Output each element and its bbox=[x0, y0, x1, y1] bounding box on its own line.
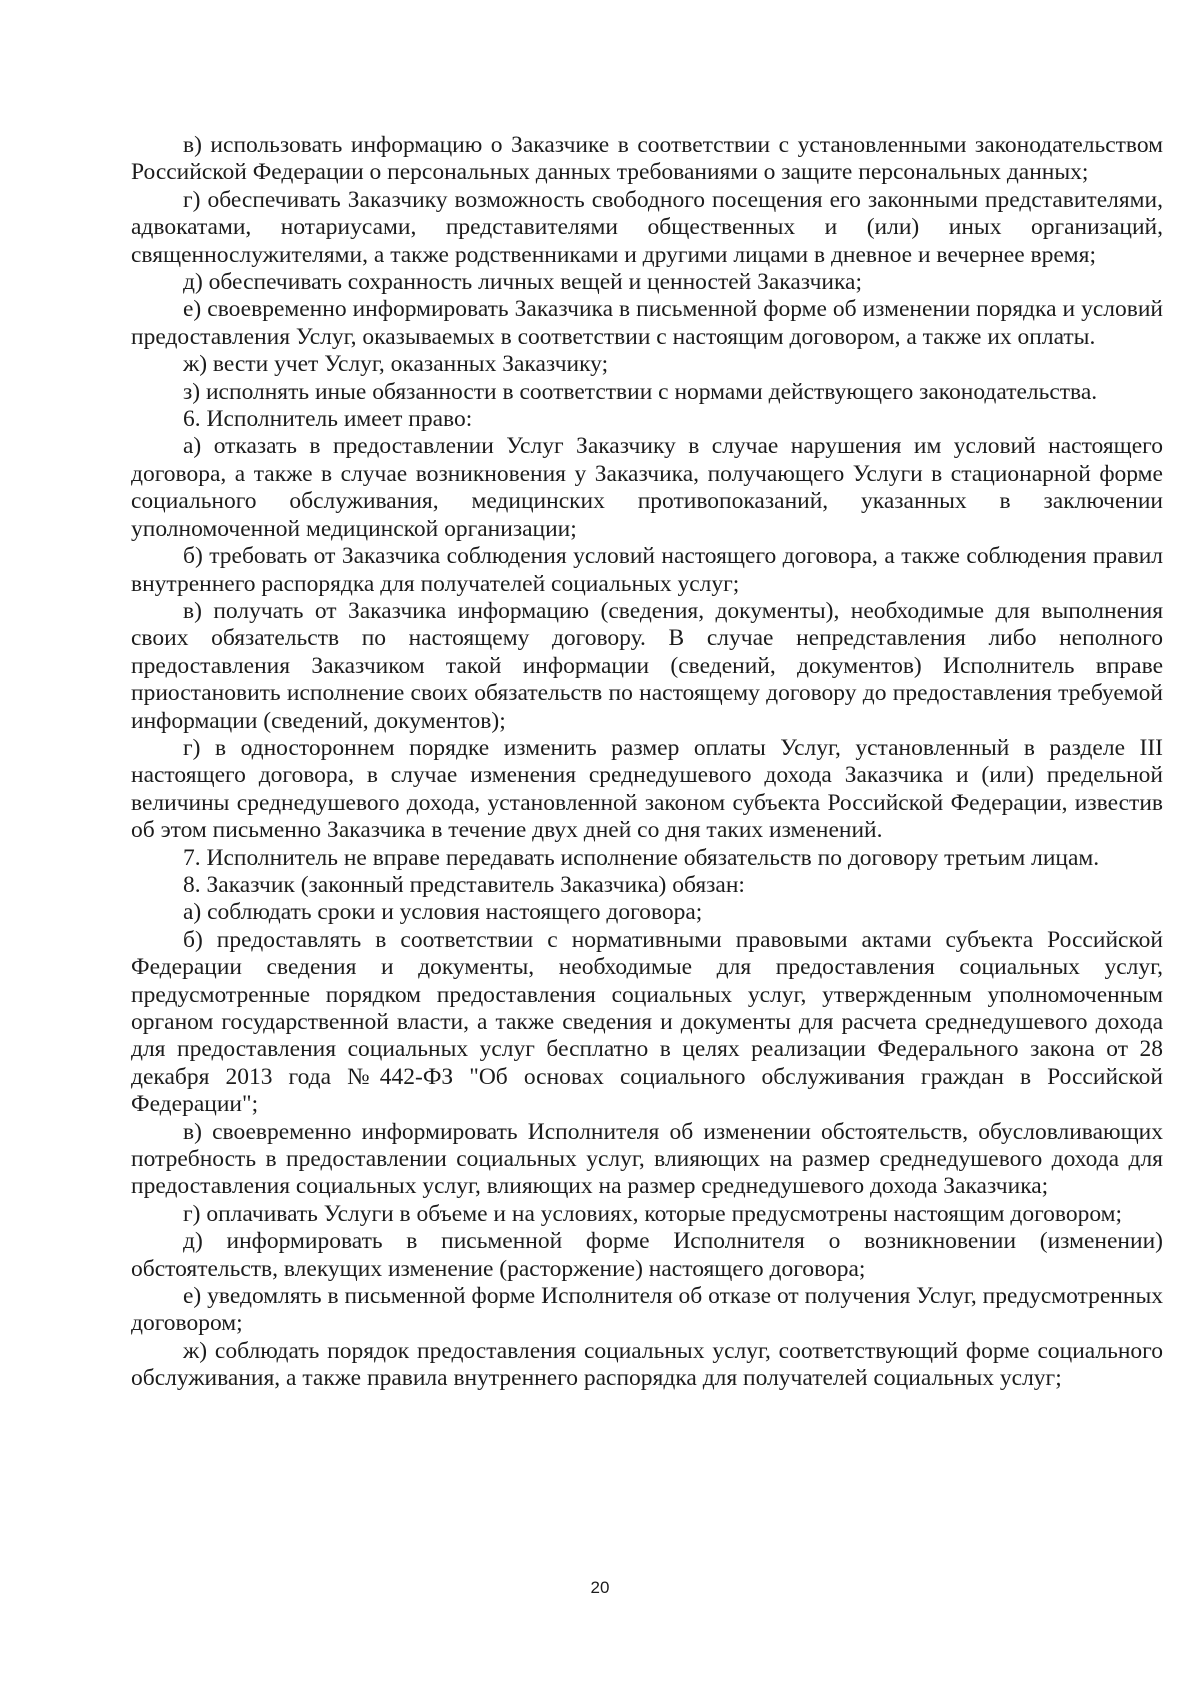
paragraph-8e-refusal: е) уведомлять в письменной форме Исполнителя об отказе от получения Услуг, предусмотренных договором; bbox=[131, 1283, 1163, 1337]
section-6-heading: 6. Исполнитель имеет право: bbox=[183, 406, 473, 433]
page-number: 20 bbox=[590, 1578, 610, 1597]
paragraph-zh-accounting: ж) вести учет Услуг, оказанных Заказчику; bbox=[183, 351, 609, 378]
paragraph-6g-change-payment: г) в одностороннем порядке изменить размер оплаты Услуг, установленный в разделе III настоящего договора, в случае изменения среднедушевого дохода Заказчика и (или) предельной величины среднедушевого дохода, установленной законом субъекта Российской Федерации, известив об этом письменно Заказчика в течение двух дней со дня таких изменений. bbox=[131, 734, 1163, 844]
paragraph-8g-pay: г) оплачивать Услуги в объеме и на условиях, которые предусмотрены настоящим договором; bbox=[183, 1200, 1123, 1227]
paragraph-g-visits: г) обеспечивать Заказчику возможность свободного посещения его законными представителями, адвокатами, нотариусами, представителями общественных и (или) иных организаций, священнослужителями, а также родственниками и другими лицами в дневное и вечернее время; bbox=[131, 186, 1163, 268]
section-8-heading: 8. Заказчик (законный представитель Заказчика) обязан: bbox=[183, 871, 745, 898]
document-body bbox=[131, 132, 1163, 1393]
paragraph-8a-observe: а) соблюдать сроки и условия настоящего договора; bbox=[183, 899, 703, 926]
paragraph-z-other-duties: з) исполнять иные обязанности в соответствии с нормами действующего законодательства. bbox=[183, 378, 1098, 405]
paragraph-6a-refuse: а) отказать в предоставлении Услуг Заказчику в случае нарушения им условий настоящего договора, а также в случае возникновения у Заказчика, получающего Услуги в стационарной форме социального обслуживания, медицинских противопоказаний, указанных в заключении уполномоченной медицинской организации; bbox=[131, 433, 1163, 542]
paragraph-v-personal-data: в) использовать информацию о Заказчике в соответствии с установленными законодательством Российской Федерации о персональных данных требованиями о защите персональных данных; bbox=[131, 132, 1163, 186]
section-7: 7. Исполнитель не вправе передавать исполнение обязательств по договору третьим лицам. bbox=[183, 844, 1100, 871]
paragraph-8b-provide: б) предоставлять в соответствии с нормативными правовыми актами субъекта Российской Федерации сведения и документы, необходимые для предоставления социальных услуг, предусмотренные порядком предоставления социальных услуг, утвержденным уполномоченным органом государственной власти, а также сведения и документы для расчета среднедушевого дохода для предоставления социальных услуг бесплатно в целях реализации Федерального закона от 28 декабря 2013 года №442-ФЗ "Об основах социального обслуживания граждан в Российской Федерации"; bbox=[131, 926, 1163, 1118]
paragraph-8zh-rules: ж) соблюдать порядок предоставления социальных услуг, соответствующий форме социального обслуживания, а также правила внутреннего распорядка для получателей социальных услуг; bbox=[131, 1337, 1163, 1392]
paragraph-8v-inform: в) своевременно информировать Исполнителя об изменении обстоятельств, обусловливающих потребность в предоставлении социальных услуг, влияющих на размер среднедушевого дохода для предоставления социальных услуг, влияющих на размер среднедушевого дохода Заказчика; bbox=[131, 1118, 1163, 1200]
paragraph-8d-notify: д) информировать в письменной форме Исполнителя о возникновении (изменении) обстоятельств, влекущих изменение (расторжение) настоящего договора; bbox=[131, 1228, 1163, 1282]
paragraph-6v-receive-info: в) получать от Заказчика информацию (сведения, документы), необходимые для выполнения своих обязательств по настоящему договору. В случае непредставления либо неполного предоставления Заказчиком такой информации (сведений, документов) Исполнитель вправе приостановить исполнение своих обязательств по настоящему договору до предоставления требуемой информации (сведений, документов); bbox=[131, 597, 1163, 734]
paragraph-6b-require: б) требовать от Заказчика соблюдения условий настоящего договора, а также соблюдения правил внутреннего распорядка для получателей социальных услуг; bbox=[131, 543, 1163, 597]
paragraph-d-belongings: д) обеспечивать сохранность личных вещей и ценностей Заказчика; bbox=[183, 269, 863, 296]
paragraph-e-inform: е) своевременно информировать Заказчика в письменной форме об изменении порядка и условий предоставления Услуг, оказываемых в соответствии с настоящим договором, а также их оплаты. bbox=[131, 296, 1163, 350]
